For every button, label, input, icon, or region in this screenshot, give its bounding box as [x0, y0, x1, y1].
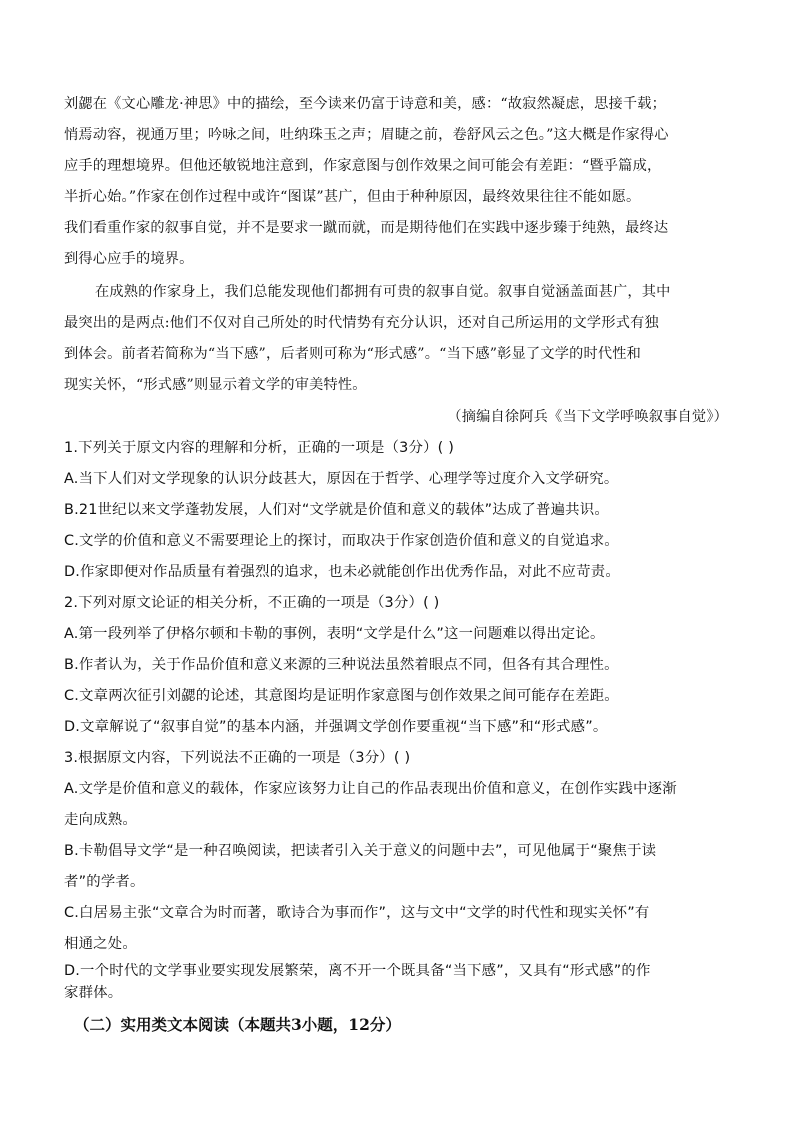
question-3-option-c-cont: 相通之处。	[64, 936, 137, 952]
passage-line: 到体会。前者若简称为“当下感”，后者则可称为“形式感”。“当下感”彰显了文学的时代性和	[64, 346, 642, 362]
passage-line: 在成熟的作家身上，我们总能发现他们都拥有可贵的叙事自觉。叙事自觉涵盖面甚广，其中	[95, 284, 671, 300]
question-1-option-a: A.当下人们对文学现象的认识分歧甚大，原因在于哲学、心理学等过度介入文学研究。	[64, 471, 619, 487]
question-1-stem: 1.下列关于原文内容的理解和分析，正确的一项是（3分）( )	[64, 440, 455, 456]
question-3-option-b: B.卡勒倡导文学“是一种召唤阅读，把读者引入关于意义的问题中去”，可见他属于“聚焦于读	[64, 843, 657, 859]
question-1-option-d: D.作家即便对作品质量有着强烈的追求，也未必就能创作出优秀作品，对此不应苛责。	[64, 564, 620, 580]
passage-line: 应手的理想境界。但他还敏锐地注意到，作家意图与创作效果之间可能会有差距：“暨乎篇成，	[64, 158, 662, 174]
passage-line: 悄焉动容，视通万里；吟咏之间，吐纳珠玉之声；眉睫之前，卷舒风云之色。”这大概是作家得心	[64, 127, 669, 143]
source-attribution: （摘编自徐阿兵《当下文学呼唤叙事自觉》）	[447, 409, 728, 425]
question-2-option-a: A.第一段列举了伊格尔顿和卡勒的事例，表明“文学是什么”这一问题难以得出定论。	[64, 626, 605, 642]
question-2-option-b: B.作者认为，关于作品价值和意义来源的三种说法虽然着眼点不同，但各有其合理性。	[64, 657, 619, 673]
question-2-stem: 2.下列对原文论证的相关分析，不正确的一项是（3分）( )	[64, 595, 440, 611]
question-3-option-a-cont: 走向成熟。	[64, 812, 137, 828]
passage-line: 我们看重作家的叙事自觉，并不是要求一蹴而就，而是期待他们在实践中逐步臻于纯熟，最终达	[64, 220, 669, 236]
question-3-option-a: A.文学是价值和意义的载体，作家应该努力让自己的作品表现出价值和意义，在创作实践中逐渐	[64, 781, 677, 797]
passage-line: 刘勰在《文心雕龙·神思》中的描绘，至今读来仍富于诗意和美，感：“故寂然凝虑，思接千载；	[64, 96, 667, 112]
question-3-option-d-cont: 家群体。	[64, 985, 123, 1001]
question-3-option-b-cont: 者”的学者。	[64, 874, 145, 890]
passage-line: 现实关怀，“形式感”则显示着文学的审美特性。	[64, 377, 367, 393]
passage-line: 半折心始。”作家在创作过程中或许“图谋”甚广，但由于种种原因，最终效果往往不能如愿。	[64, 189, 641, 205]
question-2-option-c: C.文章两次征引刘勰的论述，其意图均是证明作家意图与创作效果之间可能存在差距。	[64, 688, 619, 704]
question-3-option-c: C.白居易主张“文章合为时而著，歌诗合为事而作”，这与文中“文学的时代性和现实关怀”有	[64, 905, 650, 921]
question-3-option-d: D.一个时代的文学事业要实现发展繁荣，离不开一个既具备“当下感”，又具有“形式感”的作	[64, 963, 651, 979]
question-1-option-b: B.21世纪以来文学蓬勃发展，人们对“文学就是价值和意义的载体”达成了普遍共识。	[64, 502, 609, 518]
question-2-option-d: D.文章解说了“叙事自觉”的基本内涵，并强调文学创作要重视“当下感”和“形式感”。	[64, 719, 608, 735]
passage-line: 最突出的是两点:他们不仅对自己所处的时代情势有充分认识，还对自己所运用的文学形式有独	[64, 315, 659, 331]
passage-line: 到得心应手的境界。	[64, 251, 194, 267]
section-heading: （二）实用类文本阅读（本题共3小题，12分）	[74, 1015, 401, 1034]
question-3-stem: 3.根据原文内容，下列说法不正确的一项是（3分）( )	[64, 750, 411, 766]
question-1-option-c: C.文学的价值和意义不需要理论上的探讨，而取决于作家创造价值和意义的自觉追求。	[64, 533, 619, 549]
